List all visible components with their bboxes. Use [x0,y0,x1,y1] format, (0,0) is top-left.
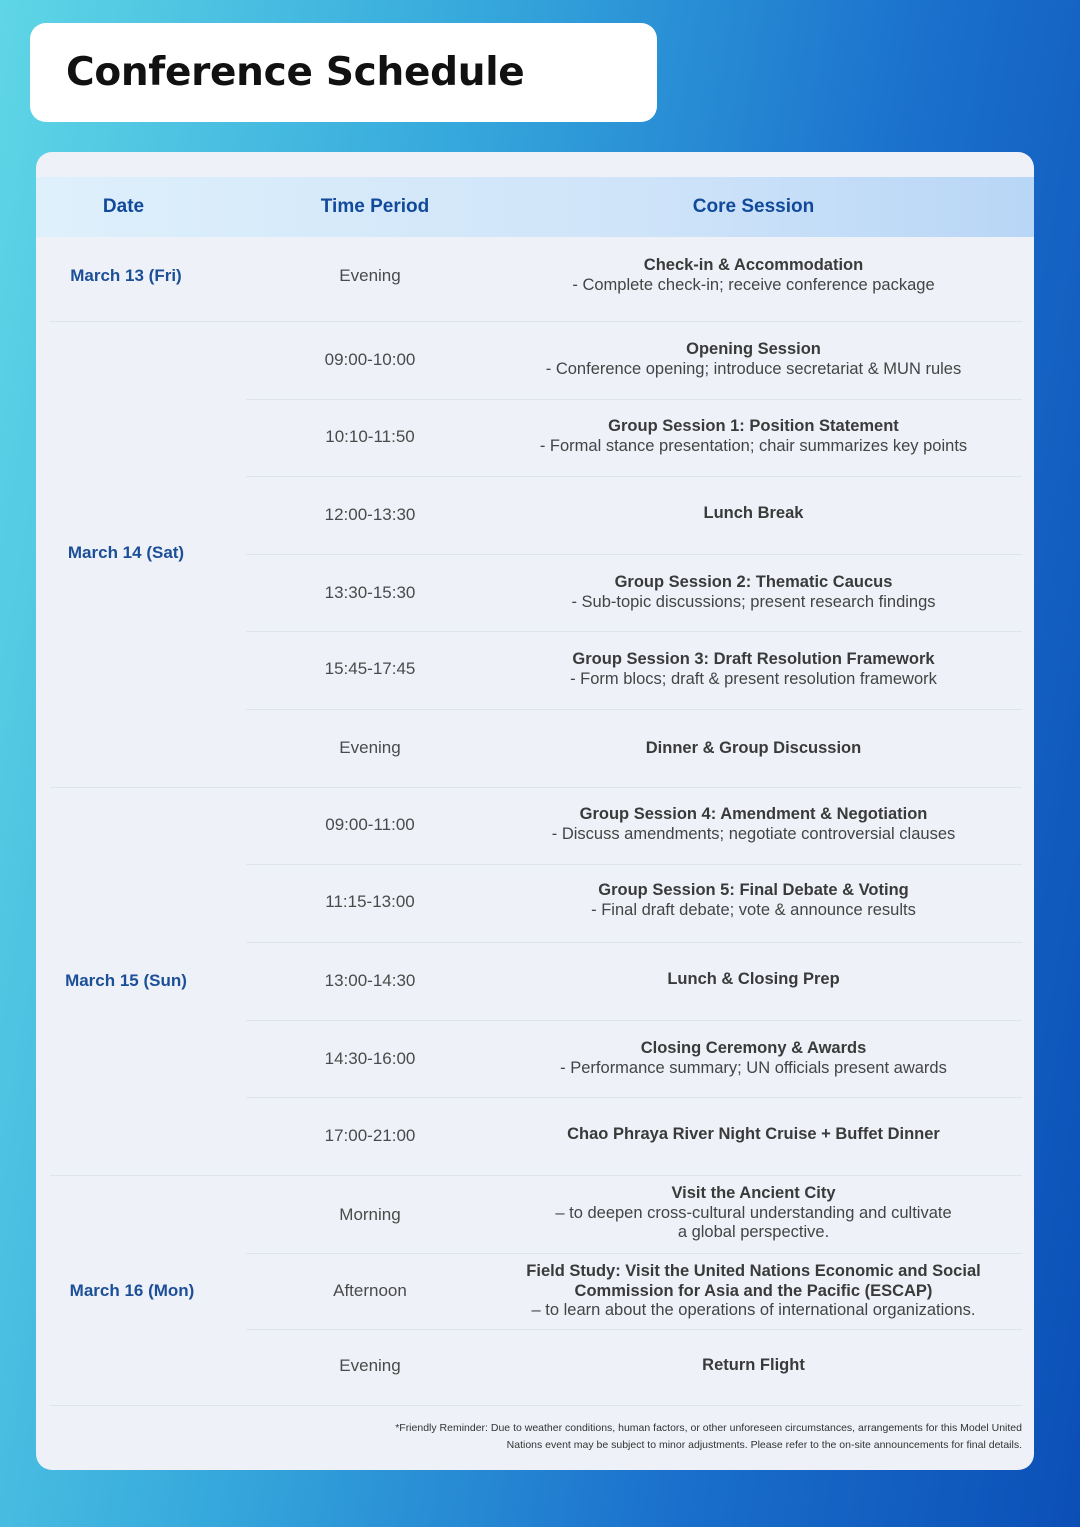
session-title: Lunch & Closing Prep [667,970,840,988]
session-desc: - Sub-topic discussions; present research findings [571,592,936,611]
row-divider [246,1020,1022,1021]
time-cell: 11:15-13:00 [325,892,415,911]
session-cell [506,1039,1001,1078]
session-cell [506,970,1001,990]
title-card [30,23,657,122]
day-divider [50,1175,1022,1176]
header-date: Date [102,196,145,217]
session-title: Group Session 5: Final Debate & Voting [598,881,909,899]
row-divider [246,1329,1022,1330]
time-cell: 13:00-14:30 [324,971,416,990]
header-core-session: Core Session [692,196,815,217]
session-desc: - Final draft debate; vote & announce results [591,900,916,919]
session-cell [506,340,1001,379]
schedule-table [36,152,1034,1470]
time-cell: Evening [339,266,401,285]
session-cell [506,739,1001,759]
session-desc: - Conference opening; introduce secretariat & MUN rules [545,359,962,378]
row-divider [246,1253,1022,1254]
header-time-period: Time Period [320,196,430,217]
session-cell [496,1262,1011,1321]
time-cell: 13:30-15:30 [324,583,416,602]
time-cell: 09:00-10:00 [324,350,416,369]
session-title: Group Session 2: Thematic Caucus [614,573,893,591]
session-cell [506,650,1001,689]
session-desc: – to learn about the operations of international organizations. [531,1301,976,1319]
session-cell [506,573,1001,612]
session-title: Field Study: Visit the United Nations Economic and Social [526,1262,981,1280]
session-title: Visit the Ancient City [671,1184,836,1202]
session-title: Check-in & Accommodation [643,256,864,274]
row-divider [246,476,1022,477]
session-cell [506,1184,1001,1243]
session-title: Group Session 3: Draft Resolution Framework [572,650,935,668]
date-march-13: March 13 (Fri) [70,266,182,285]
time-cell: 10:10-11:50 [325,427,415,446]
session-cell [506,881,1001,920]
time-cell: Morning [339,1205,401,1224]
session-cell [506,417,1001,456]
row-divider [246,709,1022,710]
session-cell [506,504,1001,524]
row-divider [246,399,1022,400]
session-title: Closing Ceremony & Awards [640,1039,867,1057]
day-divider [50,787,1022,788]
time-cell: 15:45-17:45 [324,659,416,678]
session-title: Group Session 4: Amendment & Negotiation [579,805,928,823]
session-title: Dinner & Group Discussion [645,739,862,757]
time-cell: Evening [339,738,401,757]
session-desc: – to deepen cross-cultural understanding and cultivate [555,1203,952,1222]
session-cell [506,805,1001,844]
session-desc: - Complete check-in; receive conference package [572,275,935,294]
session-cell [506,1356,1001,1376]
time-cell: Evening [339,1356,401,1375]
session-title: Return Flight [702,1356,805,1374]
reminder-line: *Friendly Reminder: Due to weather conditions, human factors, or other unforeseen circumstances, arrangements for this Model United [395,1422,1022,1434]
row-divider [246,631,1022,632]
date-march-15: March 15 (Sun) [65,971,187,990]
date-march-16: March 16 (Mon) [69,1281,195,1300]
day-divider [50,321,1022,322]
time-cell: 12:00-13:30 [324,505,416,524]
day-divider [50,1405,1022,1406]
session-title: Lunch Break [703,504,804,522]
session-cell [506,1125,1001,1145]
time-cell: 14:30-16:00 [324,1049,416,1068]
page-title: Conference Schedule [66,50,525,95]
session-desc: - Performance summary; UN officials present awards [560,1058,947,1077]
friendly-reminder [262,1420,1022,1454]
table-header [36,177,1034,237]
row-divider [246,864,1022,865]
session-desc: a global perspective. [677,1223,830,1241]
session-title: Commission for Asia and the Pacific (ESCAP) [574,1281,933,1300]
session-cell [506,256,1001,295]
session-title: Group Session 1: Position Statement [608,417,899,435]
reminder-line: Nations event may be subject to minor adjustments. Please refer to the on-site announcements for final details. [506,1439,1022,1451]
session-desc: - Discuss amendments; negotiate controversial clauses [551,824,956,843]
row-divider [246,1097,1022,1098]
row-divider [246,942,1022,943]
time-cell: 09:00-11:00 [325,815,415,834]
time-cell: 17:00-21:00 [324,1126,416,1145]
time-cell: Afternoon [333,1281,407,1300]
session-desc: - Formal stance presentation; chair summarizes key points [539,436,968,455]
session-title: Opening Session [686,340,821,358]
session-title: Chao Phraya River Night Cruise + Buffet Dinner [567,1125,940,1143]
session-desc: - Form blocs; draft & present resolution framework [570,669,937,688]
row-divider [246,554,1022,555]
date-march-14: March 14 (Sat) [67,543,185,562]
